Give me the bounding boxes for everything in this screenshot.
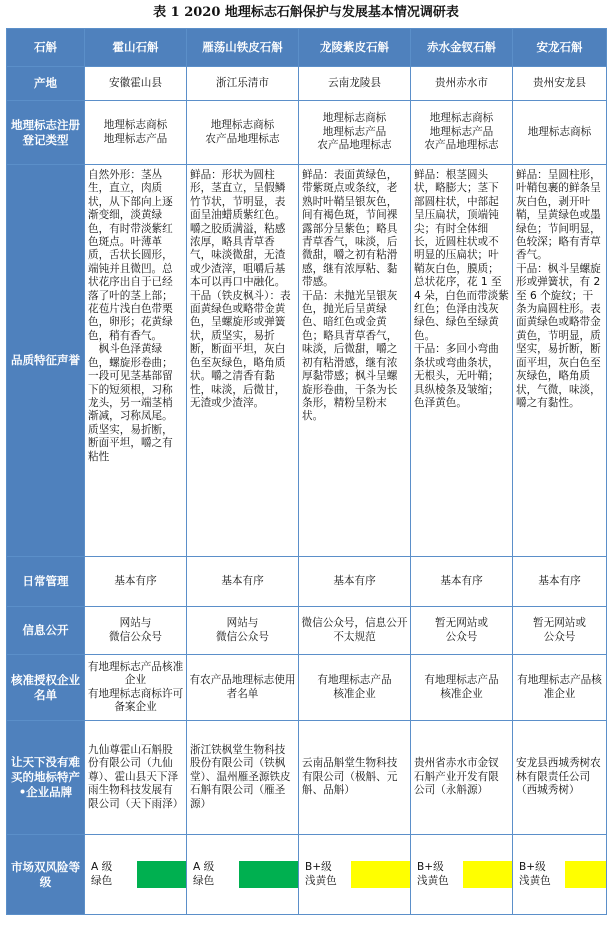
cell-brand-yandangshan: 浙江铁枫堂生物科技股份有限公司（铁枫堂）、温州雁圣源铁皮石斛有限公司（雁圣源）	[187, 721, 299, 835]
header-col-anlong: 安龙石斛	[513, 29, 607, 67]
cell-registration-chishui: 地理标志商标 地理标志产品 农产品地理标志	[411, 101, 513, 165]
risk-color-swatch	[565, 861, 606, 888]
row-info-disclosure	[7, 607, 607, 655]
cell-brand-huoshan: 九仙尊霍山石斛股份有限公司（九仙尊）、霍山县天下泽雨生物科技发展有限公司（天下雨泽）	[85, 721, 187, 835]
risk-color-name: 浅黄色	[519, 874, 551, 887]
cell-auth-yandangshan: 有农产品地理标志使用者名单	[187, 655, 299, 721]
row-quality	[7, 165, 607, 557]
cell-auth-anlong: 有地理标志产品核准企业	[513, 655, 607, 721]
row-label-risk-level: 市场双风险等级	[7, 835, 85, 915]
header-col-chishui: 赤水金钗石斛	[411, 29, 513, 67]
risk-grade: B+级	[519, 861, 546, 874]
header-col-huoshan: 霍山石斛	[85, 29, 187, 67]
row-label-brands: 让天下没有难买的地标特产•企业品牌	[7, 721, 85, 835]
cell-auth-chishui: 有地理标志产品 核准企业	[411, 655, 513, 721]
cell-origin-chishui: 贵州赤水市	[411, 67, 513, 101]
cell-auth-huoshan: 有地理标志产品核准企业 有地理标志商标许可备案企业	[85, 655, 187, 721]
row-risk-level	[7, 835, 607, 915]
row-authorized-enterprises	[7, 655, 607, 721]
row-management	[7, 557, 607, 607]
table-caption: 表 1 2020 地理标志石斛保护与发展基本情况调研表	[153, 5, 459, 20]
cell-management-longling: 基本有序	[299, 557, 411, 607]
row-origin	[7, 67, 607, 101]
header-label: 石斛	[7, 29, 85, 67]
cell-management-huoshan: 基本有序	[85, 557, 187, 607]
cell-risk-chishui	[411, 835, 513, 915]
risk-color-swatch	[239, 861, 298, 888]
risk-color-swatch	[463, 861, 512, 888]
header-row	[7, 29, 607, 67]
cell-registration-longling: 地理标志商标 地理标志产品 农产品地理标志	[299, 101, 411, 165]
risk-color-name: 浅黄色	[417, 874, 449, 887]
cell-brand-anlong: 安龙县西城秀树农林有限责任公司（西城秀树）	[513, 721, 607, 835]
risk-color-swatch	[351, 861, 410, 888]
header-col-longling: 龙陵紫皮石斛	[299, 29, 411, 67]
cell-info-chishui: 暂无网站或 公众号	[411, 607, 513, 655]
cell-info-huoshan: 网站与 微信公众号	[85, 607, 187, 655]
risk-color-name: 绿色	[193, 874, 215, 887]
survey-table	[6, 28, 607, 915]
risk-grade: B+级	[305, 861, 332, 874]
risk-color-name: 绿色	[91, 874, 113, 887]
risk-grade: A 级	[91, 861, 113, 874]
cell-origin-yandangshan: 浙江乐清市	[187, 67, 299, 101]
row-label-registration-type: 地理标志注册登记类型	[7, 101, 85, 165]
cell-registration-huoshan: 地理标志商标 地理标志产品	[85, 101, 187, 165]
cell-origin-longling: 云南龙陵县	[299, 67, 411, 101]
risk-color-swatch	[137, 861, 186, 888]
cell-risk-longling	[299, 835, 411, 915]
cell-risk-anlong	[513, 835, 607, 915]
cell-management-anlong: 基本有序	[513, 557, 607, 607]
cell-registration-anlong: 地理标志商标	[513, 101, 607, 165]
cell-risk-huoshan	[85, 835, 187, 915]
cell-quality-anlong: 鲜品：呈圆柱形，叶鞘包裹的鲜条呈灰白色，剥开叶鞘，呈黄绿色或墨绿色；节间明显，色较深；略有青草香气。 干品：枫斗呈螺旋形或弹簧状，有 2 至 6 个旋纹；干条为扁圆柱形。表面黄绿色或略带金黄色，节明显，质坚实，易折断，断面平坦，灰白色至灰绿色，略角质状，气微，味淡，嚼之有黏性。	[513, 165, 607, 557]
row-label-origin: 产地	[7, 67, 85, 101]
row-brands	[7, 721, 607, 835]
row-label-info-disclosure: 信息公开	[7, 607, 85, 655]
cell-quality-huoshan: 自然外形：茎丛生，直立，肉质状，从下部向上逐渐变细，淡黄绿色，有时带淡紫红色斑点。叶薄革质，舌状长圆形，端钝并且微凹。总状花序出自于已经落了叶的茎上部；花苞片浅白色带栗色，卵形；花黄绿色，稍有香气。 枫斗色泽黄绿色，螺旋形卷曲；一段可见茎基部留下的短须根，习称龙头，另一端茎梢渐减，习称凤尾。质坚实，易折断，断面平坦，嚼之有粘性	[85, 165, 187, 557]
cell-origin-anlong: 贵州安龙县	[513, 67, 607, 101]
header-col-yandangshan: 雁荡山铁皮石斛	[187, 29, 299, 67]
cell-management-yandangshan: 基本有序	[187, 557, 299, 607]
cell-quality-yandangshan: 鲜品：形状为圆柱形，茎直立，呈假鳞竹节状，节明显，表面呈油蜡质紫红色。嚼之胶质满溢，粘感浓厚，略具青草香气，味淡微甜，无渣或少渣滓，咀嚼后基本可以再口中融化。 干品（铁皮枫斗）：表面黄绿色或略带金黄色，呈螺旋形或弹簧状，质坚实，易折断，断面平坦，灰白色至灰绿色，略角质状。嚼之清香有黏性，味淡，后微甘，无渣或少渣滓。	[187, 165, 299, 557]
cell-quality-chishui: 鲜品：根茎圆头状，略膨大；茎下部圆柱状，中部起呈压扁状，顶端钝尖；有时全体细长，近圆柱状或不明显的压扁状；叶鞘灰白色，膜质；总状花序，花 1 至 4 朵，白色而带淡紫红色；色泽由浅灰绿色、绿色至绿黄色。 干品：多回小弯曲条状或弯曲条状，无根头，无叶鞘；具纵棱条及皱缩；色泽黄色。	[411, 165, 513, 557]
row-label-authorized-enterprises: 核准授权企业名单	[7, 655, 85, 721]
row-label-management: 日常管理	[7, 557, 85, 607]
cell-info-anlong: 暂无网站或 公众号	[513, 607, 607, 655]
risk-color-name: 浅黄色	[305, 874, 337, 887]
cell-quality-longling: 鲜品：表面黄绿色，带紫斑点或条纹，老熟时叶鞘呈银灰色，间有褐色斑，节间裸露部分呈紫色；略具青草香气，味淡，后微甜，嚼之初有粘滑感，继有浓厚粘、黏带感。 干品：未抛光呈银灰色，抛光后呈黄绿色、暗红色或金黄色；略具青草香气，味淡，后微甜，嚼之初有粘滑感，继有浓厚黏带感；枫斗呈螺旋形卷曲，干条为长条形，精粉呈粉末状。	[299, 165, 411, 557]
cell-brand-chishui: 贵州省赤水市金钗石斛产业开发有限公司（永斛源）	[411, 721, 513, 835]
cell-info-yandangshan: 网站与 微信公众号	[187, 607, 299, 655]
cell-brand-longling: 云南品斛堂生物科技有限公司（极斛、元斛、品斛）	[299, 721, 411, 835]
cell-registration-yandangshan: 地理标志商标 农产品地理标志	[187, 101, 299, 165]
row-label-quality: 品质特征声誉	[7, 165, 85, 557]
row-registration-type	[7, 101, 607, 165]
cell-origin-huoshan: 安徽霍山县	[85, 67, 187, 101]
risk-grade: B+级	[417, 861, 444, 874]
cell-info-longling: 微信公众号，信息公开不太规范	[299, 607, 411, 655]
risk-grade: A 级	[193, 861, 215, 874]
cell-risk-yandangshan	[187, 835, 299, 915]
cell-management-chishui: 基本有序	[411, 557, 513, 607]
cell-auth-longling: 有地理标志产品 核准企业	[299, 655, 411, 721]
